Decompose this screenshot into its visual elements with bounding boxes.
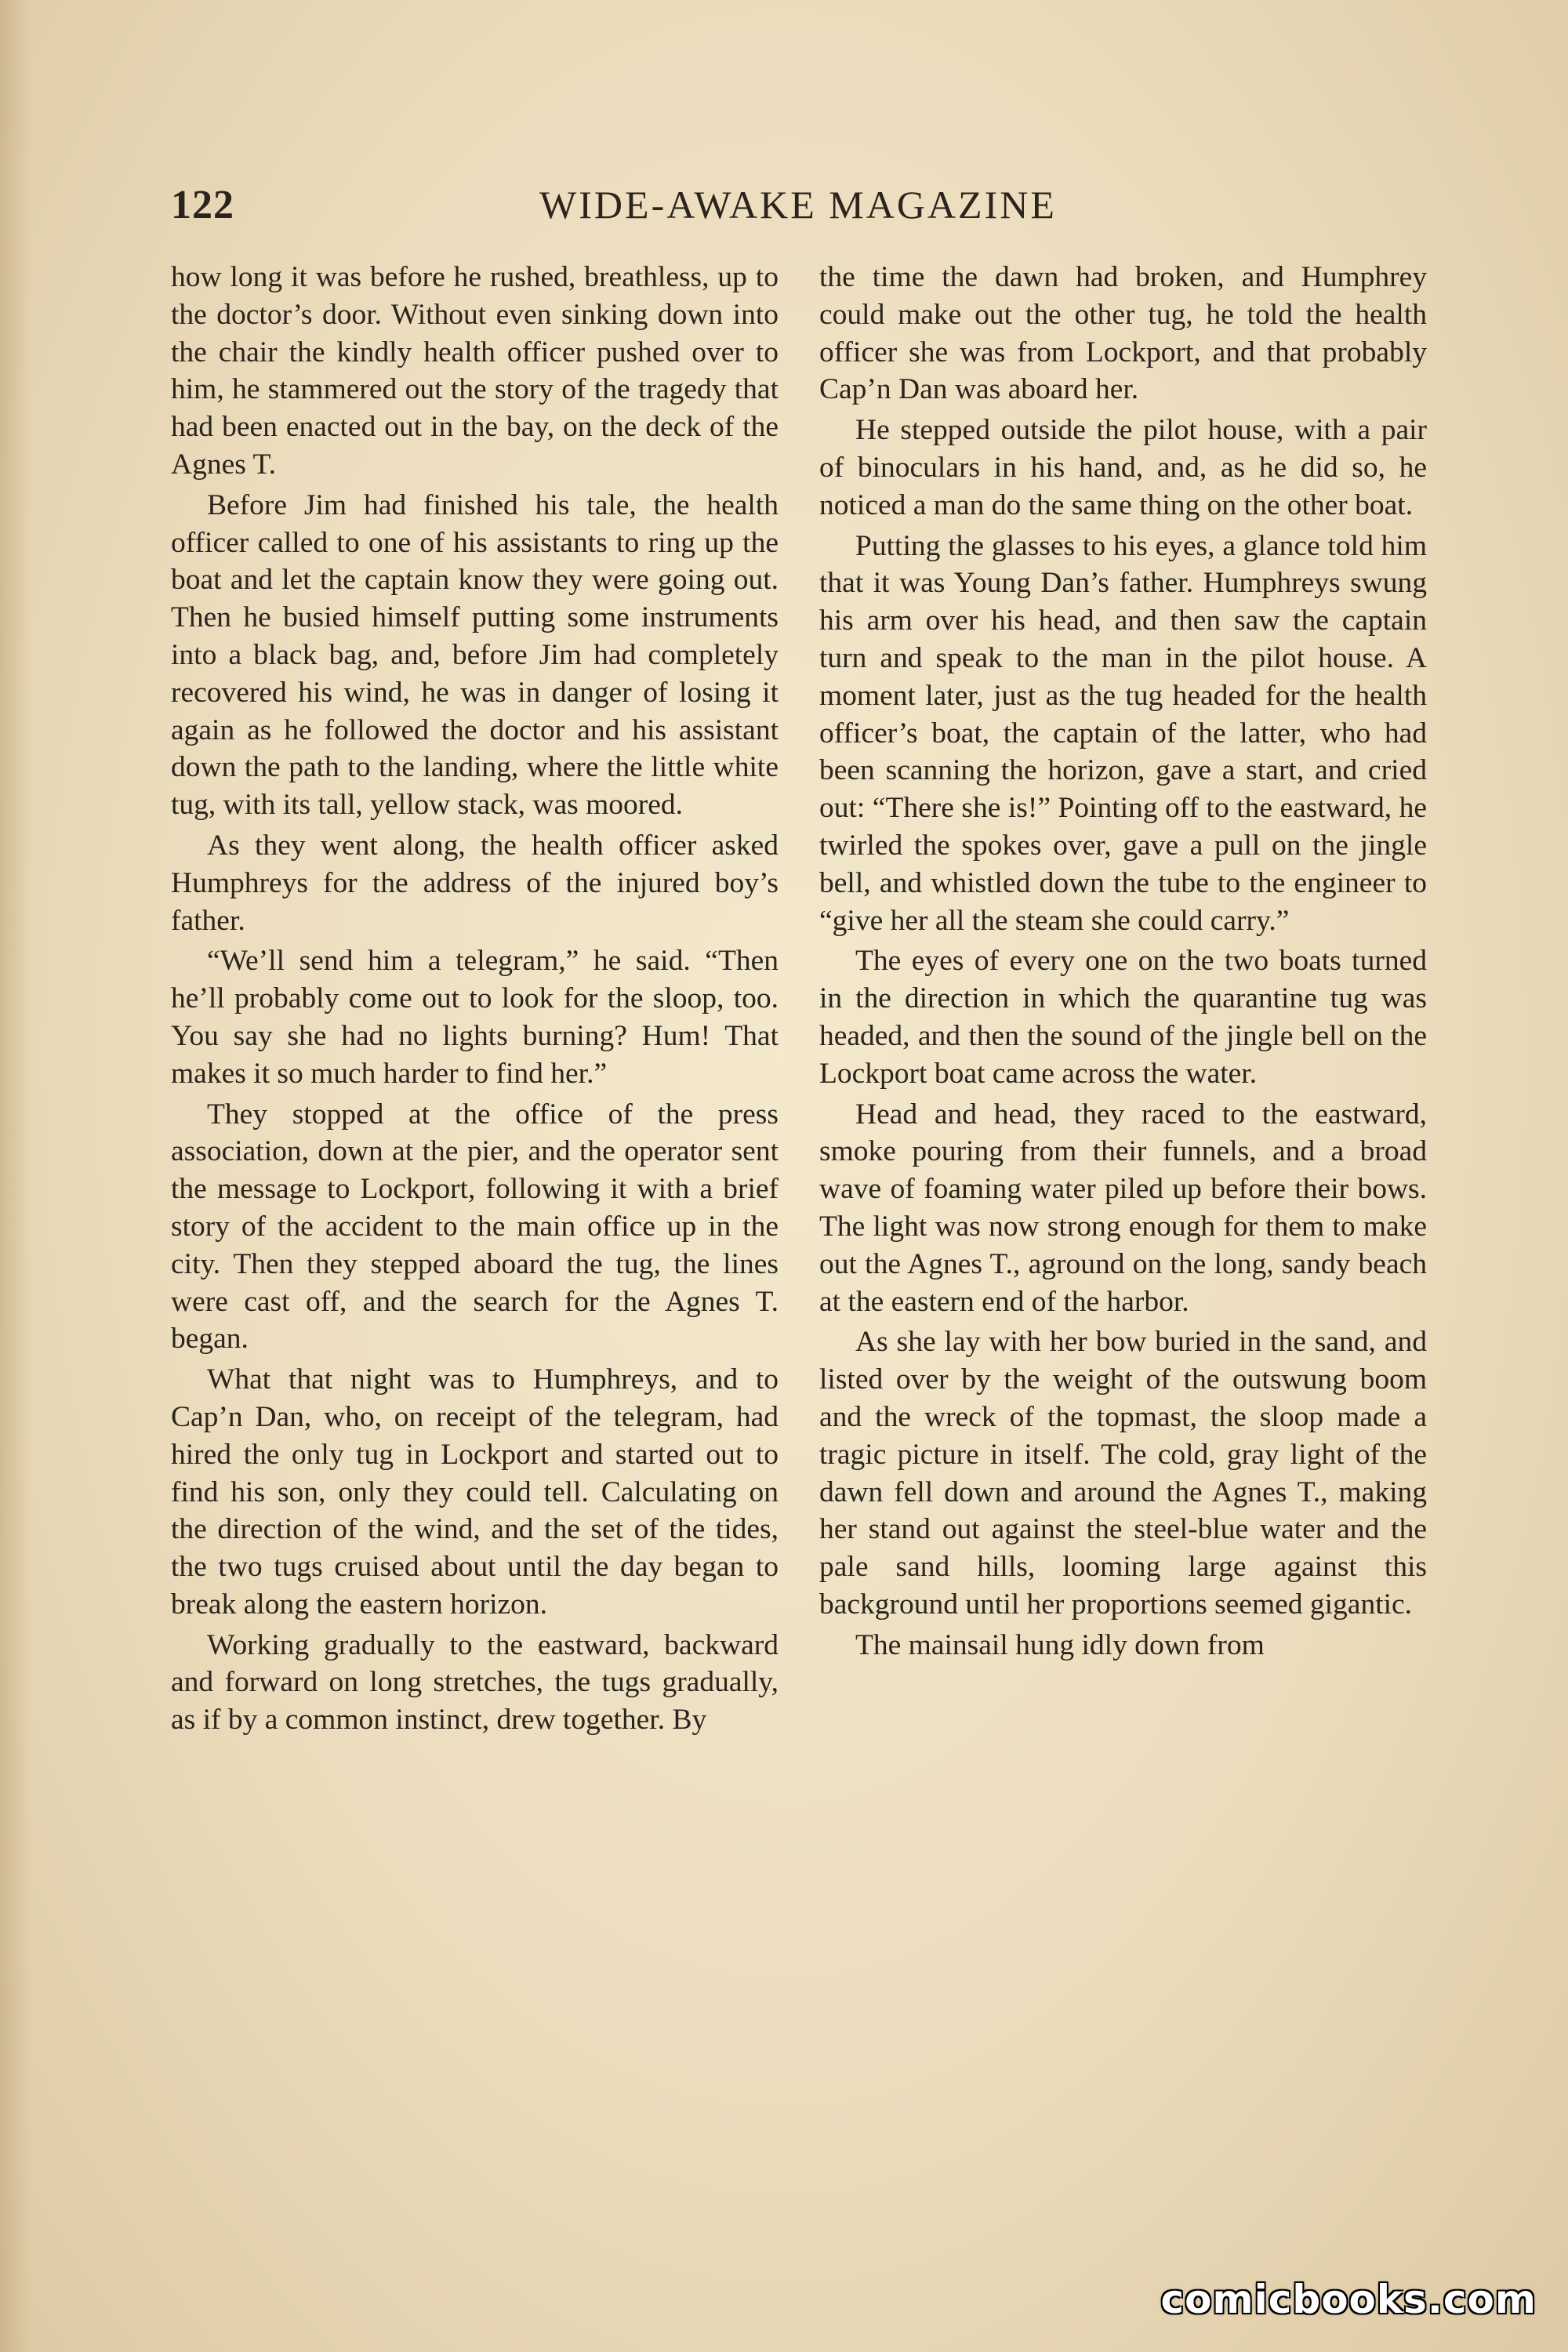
paragraph: the time the dawn had broken, and Humphrey could make out the other tug, he told the health officer she was from Lockport, and that probably Cap’n Dan was aboard her. <box>819 261 1427 406</box>
left-column <box>171 259 779 1742</box>
right-column <box>819 259 1427 1667</box>
watermark: comicbooks.com <box>1160 2277 1537 2322</box>
paragraph: “We’ll send him a telegram,” he said. “Then he’ll probably come out to look for the sloop, too. You say she had no lights burning? Hum! That makes it so much harder to find her.” <box>171 945 779 1090</box>
paragraph: how long it was before he rushed, breathless, up to the doctor’s door. Without even sinking down into the chair the kindly health officer pushed over to him, he stammered out the story of the tragedy that had been enacted out in the bay, on the deck of the Agnes T. <box>171 261 779 481</box>
paragraph: Working gradually to the eastward, backward and forward on long stretches, the tugs gradually, as if by a common instinct, drew together. By <box>171 1628 779 1737</box>
paragraph: He stepped outside the pilot house, with a pair of binoculars in his hand, and, as he did so, he noticed a man do the same thing on the other boat. <box>819 414 1427 521</box>
page-edge-shadow <box>0 0 31 2352</box>
page-header <box>171 182 1425 237</box>
paragraph: The eyes of every one on the two boats turned in the direction in which the quarantine tug was headed, and then the sound of the jingle bell on the Lockport boat came across the water. <box>819 945 1427 1090</box>
paragraph: As they went along, the health officer asked Humphreys for the address of the injured boy’s father. <box>171 829 779 937</box>
paragraph: What that night was to Humphreys, and to Cap’n Dan, who, on receipt of the telegram, had hired the only tug in Lockport and started out to find his son, only they could tell. Calculating on the direction of the wind, and the set of the tides, the two tugs cruised about until the day began to break along the eastern horizon. <box>171 1363 779 1621</box>
paragraph: Before Jim had finished his tale, the health officer called to one of his assistants to ring up the boat and let the captain know they were going out. Then he busied himself putting some instruments into a black bag, and, before Jim had completely recovered his wind, he was in danger of losing it again as he followed the doctor and his assistant down the path to the landing, where the little white tug, with its tall, yellow stack, was moored. <box>171 488 779 822</box>
paragraph: As she lay with her bow buried in the sand, and listed over by the weight of the outswung boom and the wreck of the topmast, the sloop made a tragic picture in itself. The cold, gray light of the dawn fell down and around the Agnes T., making her stand out against the steel-blue water and the pale sand hills, looming large against this background until her proportions seemed gigantic. <box>819 1326 1427 1621</box>
paragraph: Putting the glasses to his eyes, a glance told him that it was Young Dan’s father. Humphreys swung his arm over his head, and then saw the captain turn and speak to the man in the pilot house. A moment later, just as the tug headed for the health officer’s boat, the captain of the latter, who had been scanning the horizon, gave a start, and cried out: “There she is!” Pointing off to the eastward, he twirled the spokes over, gave a pull on the jingle bell, and whistled down the tube to the engineer to “give her all the steam she could carry.” <box>819 529 1427 937</box>
page-number: 122 <box>171 183 234 227</box>
paragraph: The mainsail hung idly down from <box>855 1628 1265 1661</box>
paragraph: Head and head, they raced to the eastward, smoke pouring from their funnels, and a broad wave of foaming water piled up before their bows. The light was now strong enough for them to make out the Agnes T., aground on the long, sandy beach at the eastern end of the harbor. <box>819 1098 1427 1318</box>
running-head: WIDE-AWAKE MAGAZINE <box>539 183 1057 227</box>
paragraph: They stopped at the office of the press association, down at the pier, and the operator sent the message to Lockport, following it with a brief story of the accident to the main office up in the city. Then they stepped aboard the tug, the lines were cast off, and the search for the Agnes T. began. <box>171 1098 779 1356</box>
